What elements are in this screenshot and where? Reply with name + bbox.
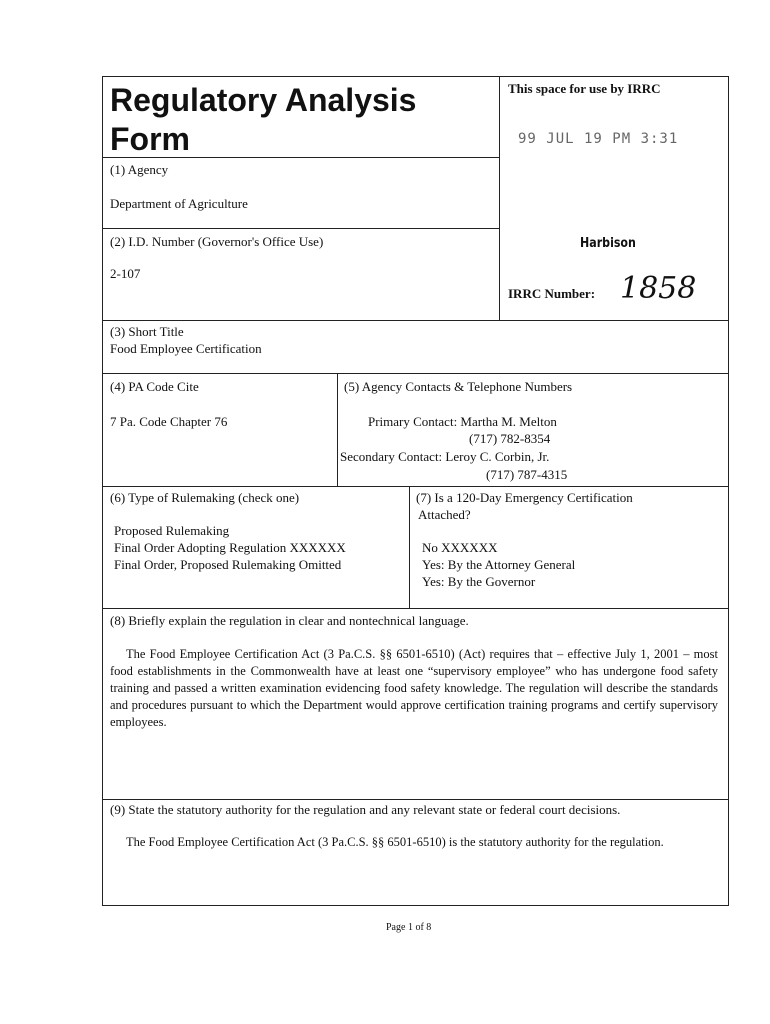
short-title-label: (3) Short Title: [110, 324, 184, 339]
divider: [102, 799, 729, 800]
agency-label: (1) Agency: [110, 162, 169, 177]
form-title-line2: Form: [110, 121, 190, 157]
pa-code-value: 7 Pa. Code Chapter 76: [110, 414, 228, 429]
divider: [409, 486, 410, 608]
pa-code-label: (4) PA Code Cite: [110, 379, 199, 394]
rulemaking-option: Proposed Rulemaking: [114, 523, 230, 538]
irrc-received-stamp: 99 JUL 19 PM 3:31: [518, 131, 679, 147]
emergency-label: (7) Is a 120-Day Emergency Certification: [416, 490, 633, 505]
divider: [102, 608, 729, 609]
divider: [337, 373, 338, 486]
form-title-line1: Regulatory Analysis: [110, 82, 417, 118]
irrc-divider: [499, 76, 500, 320]
id-number-label: (2) I.D. Number (Governor's Office Use): [110, 234, 324, 249]
divider: [102, 228, 499, 229]
rulemaking-option: Final Order Adopting Regulation XXXXXX: [114, 540, 346, 555]
divider: [102, 373, 729, 374]
agency-value: Department of Agriculture: [110, 196, 248, 211]
explain-text: The Food Employee Certification Act (3 Pa.C.S. §§ 6501-6510) (Act) requires that – effective July 1, 2001 – most food establishments in the Commonwealth have at least one “supervisory employee” who has undergone food safety training and passed a written examination evidencing food safety knowledge. The regulation will describe the standards and procedures pursuant to which the Department would approve certification training programs and certify supervisory employees.: [110, 647, 718, 729]
rulemaking-option: Final Order, Proposed Rulemaking Omitted: [114, 557, 342, 572]
irrc-reviewer: Harbison: [580, 236, 636, 251]
emergency-option: No XXXXXX: [422, 540, 498, 555]
emergency-option: Yes: By the Governor: [422, 574, 536, 589]
primary-contact: Primary Contact: Martha M. Melton: [368, 414, 557, 429]
rulemaking-label: (6) Type of Rulemaking (check one): [110, 490, 300, 505]
divider: [102, 486, 729, 487]
contacts-label: (5) Agency Contacts & Telephone Numbers: [344, 379, 573, 394]
authority-text: The Food Employee Certification Act (3 Pa.C.S. §§ 6501-6510) is the statutory authority for the regulation.: [126, 835, 664, 849]
page-number: Page 1 of 8: [386, 922, 432, 933]
id-number-value: 2-107: [110, 266, 141, 281]
secondary-phone: (717) 787-4315: [486, 467, 568, 482]
secondary-contact: Secondary Contact: Leroy C. Corbin, Jr.: [340, 449, 550, 464]
primary-phone: (717) 782-8354: [469, 431, 551, 446]
irrc-space-label: This space for use by IRRC: [508, 81, 661, 96]
irrc-number-label: IRRC Number:: [508, 286, 596, 301]
divider: [102, 320, 729, 321]
authority-label: (9) State the statutory authority for the regulation and any relevant state or federal court decisions.: [110, 802, 621, 817]
emergency-label-cont: Attached?: [418, 507, 471, 522]
irrc-number-value: 1858: [620, 271, 697, 306]
short-title-value: Food Employee Certification: [110, 341, 262, 356]
emergency-option: Yes: By the Attorney General: [422, 557, 576, 572]
explain-label: (8) Briefly explain the regulation in clear and nontechnical language.: [110, 613, 469, 628]
